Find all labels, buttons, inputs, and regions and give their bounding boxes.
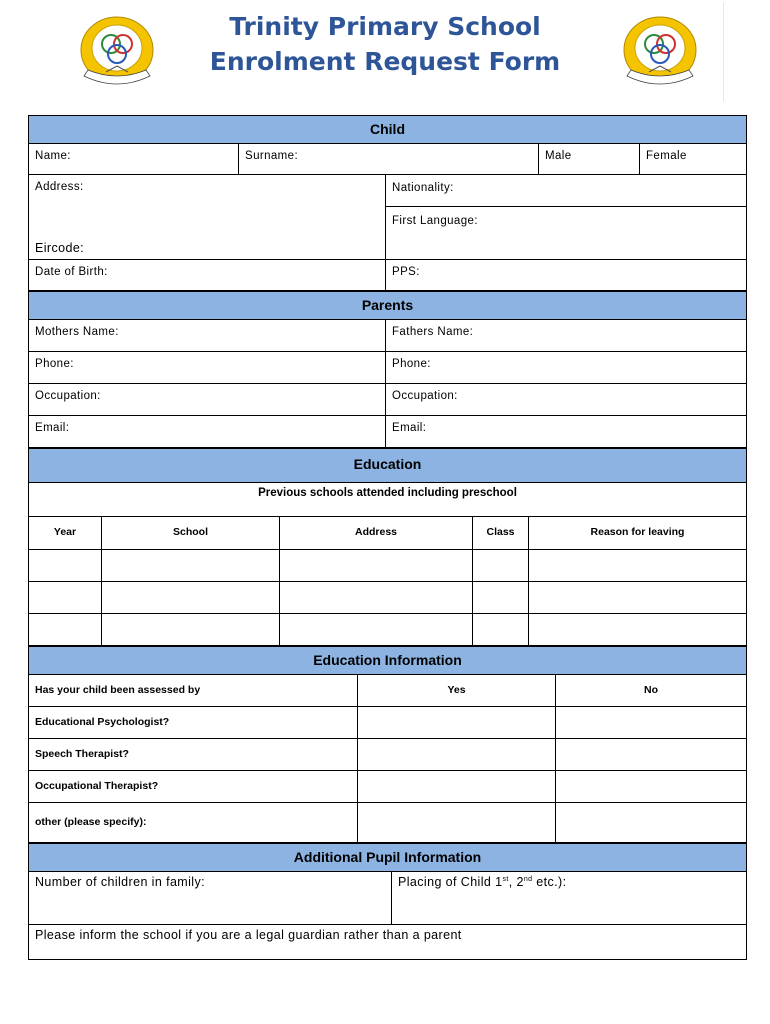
form-title-line1: Trinity Primary School — [229, 12, 541, 41]
parents-email-row — [28, 416, 747, 448]
assessment-label: other (please specify): — [35, 816, 147, 828]
assessment-label: Educational Psychologist? — [35, 716, 170, 728]
address-cell[interactable] — [279, 614, 472, 645]
guardian-row — [28, 925, 747, 960]
guardian-note-field[interactable] — [29, 925, 746, 959]
education-columns-row — [28, 517, 747, 550]
class-cell[interactable] — [472, 550, 528, 581]
no-cell[interactable] — [555, 803, 746, 842]
yes-cell[interactable] — [357, 707, 555, 738]
phone-label: Phone: — [35, 358, 74, 370]
assessment-row — [28, 707, 747, 739]
column-header-class: Class — [472, 517, 528, 549]
occupation-label: Occupation: — [392, 390, 458, 402]
child-name-row — [28, 144, 747, 175]
children-count-label: Number of children in family: — [35, 875, 205, 889]
enrolment-form — [28, 115, 747, 960]
column-header-year: Year — [53, 526, 77, 538]
column-header-reason: Reason for leaving — [528, 517, 746, 549]
reason-cell[interactable] — [528, 582, 746, 613]
table-row — [28, 614, 747, 646]
header-divider — [723, 2, 724, 102]
mother-email-field[interactable] — [29, 416, 385, 447]
male-option[interactable] — [538, 144, 639, 174]
father-email-field[interactable] — [385, 416, 746, 447]
section-heading-child: Child — [28, 115, 747, 144]
address-field[interactable] — [29, 175, 385, 259]
nationality-language-block — [385, 175, 746, 259]
school-cell[interactable] — [101, 582, 279, 613]
section-heading-parents: Parents — [28, 291, 747, 320]
mother-occupation-field[interactable] — [29, 384, 385, 415]
form-header — [0, 0, 770, 110]
table-row — [28, 582, 747, 614]
child-address-row — [28, 175, 747, 260]
no-column-label: No — [555, 675, 746, 706]
nationality-field[interactable]: Nationality: — [392, 182, 454, 194]
no-cell[interactable] — [555, 739, 746, 770]
mother-phone-field[interactable] — [29, 352, 385, 383]
placing-label: Placing of Child 1st, 2nd etc.): — [398, 875, 567, 889]
placing-field[interactable] — [391, 872, 746, 924]
assessment-label: Occupational Therapist? — [35, 780, 159, 792]
pps-label: PPS: — [392, 266, 420, 278]
dob-field[interactable] — [29, 260, 385, 290]
address-cell[interactable] — [279, 550, 472, 581]
assessment-row — [28, 771, 747, 803]
dob-label: Date of Birth: — [35, 266, 108, 278]
assessment-label: Speech Therapist? — [35, 748, 129, 760]
column-header-address: Address — [279, 517, 472, 549]
class-cell[interactable] — [472, 614, 528, 645]
address-label: Address: — [35, 181, 84, 193]
surname-field[interactable] — [238, 144, 538, 174]
female-label: Female — [646, 150, 687, 162]
year-cell[interactable] — [29, 582, 101, 613]
school-crest-logo — [76, 14, 158, 88]
eircode-label: Eircode: — [35, 241, 85, 255]
female-option[interactable] — [639, 144, 746, 174]
no-cell[interactable] — [555, 707, 746, 738]
year-cell[interactable] — [29, 550, 101, 581]
school-crest-logo — [619, 14, 701, 88]
section-heading-education-information: Education Information — [28, 646, 747, 675]
first-language-field[interactable]: First Language: — [392, 215, 478, 227]
yes-cell[interactable] — [357, 771, 555, 802]
phone-label: Phone: — [392, 358, 431, 370]
section-heading-additional-pupil-information: Additional Pupil Information — [28, 843, 747, 872]
table-row — [28, 550, 747, 582]
father-occupation-field[interactable] — [385, 384, 746, 415]
occupation-label: Occupation: — [35, 390, 101, 402]
education-subheading-row — [28, 483, 747, 517]
parents-phone-row — [28, 352, 747, 384]
male-label: Male — [545, 150, 572, 162]
yes-cell[interactable] — [357, 803, 555, 842]
yes-cell[interactable] — [357, 739, 555, 770]
mothers-name-label: Mothers Name: — [35, 326, 119, 338]
section-heading-education: Education — [28, 448, 747, 483]
school-cell[interactable] — [101, 550, 279, 581]
fathers-name-field[interactable] — [385, 320, 746, 351]
name-field[interactable] — [29, 144, 238, 174]
guardian-note-label: Please inform the school if you are a legal guardian rather than a parent — [35, 928, 462, 942]
school-cell[interactable] — [101, 614, 279, 645]
form-title-line2: Enrolment Request Form — [209, 47, 561, 76]
reason-cell[interactable] — [528, 614, 746, 645]
email-label: Email: — [35, 422, 70, 434]
parents-name-row — [28, 320, 747, 352]
column-header-school: School — [101, 517, 279, 549]
assessment-row — [28, 739, 747, 771]
no-cell[interactable] — [555, 771, 746, 802]
parents-occupation-row — [28, 384, 747, 416]
assessed-question-label: Has your child been assessed by — [35, 684, 201, 696]
year-cell[interactable] — [29, 614, 101, 645]
fathers-name-label: Fathers Name: — [392, 326, 474, 338]
pps-field[interactable] — [385, 260, 746, 290]
divider — [386, 206, 746, 207]
class-cell[interactable] — [472, 582, 528, 613]
name-label: Name: — [35, 150, 71, 162]
surname-label: Surname: — [245, 150, 299, 162]
mothers-name-field[interactable] — [29, 320, 385, 351]
family-row — [28, 872, 747, 925]
previous-schools-label: Previous schools attended including preschool — [258, 487, 517, 499]
children-count-field[interactable] — [29, 872, 391, 924]
assessment-header-row — [28, 675, 747, 707]
father-phone-field[interactable] — [385, 352, 746, 383]
email-label: Email: — [392, 422, 427, 434]
yes-column-label: Yes — [357, 675, 555, 706]
address-cell[interactable] — [279, 582, 472, 613]
reason-cell[interactable] — [528, 550, 746, 581]
assessment-row — [28, 803, 747, 843]
child-dob-row — [28, 260, 747, 291]
